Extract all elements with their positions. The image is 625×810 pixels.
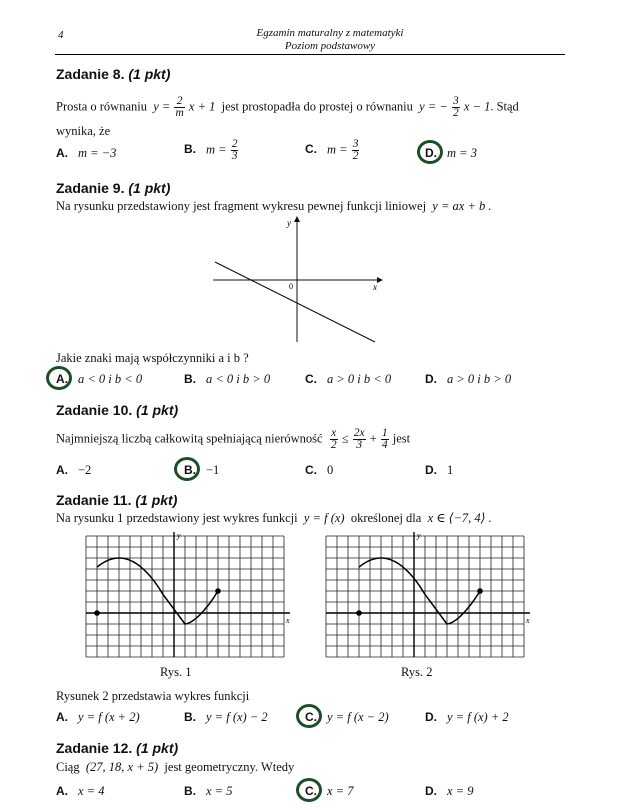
task-12-title: [56, 740, 178, 756]
task-10-relation: ≤: [341, 431, 349, 446]
exam-level: Poziom podstawowy: [284, 40, 376, 52]
task-11-option-a[interactable]: A. y = f (x + 2): [56, 710, 140, 724]
x-axis-label: x: [373, 282, 377, 292]
task-8-text-4: wynika, że: [56, 124, 111, 138]
task-10-title: [56, 402, 178, 418]
answer-mark-circle: [46, 366, 72, 390]
task-8-eq2-rhs: x − 1: [463, 99, 491, 114]
figure-1-graph: [76, 528, 290, 663]
task-9-option-d[interactable]: D. a > 0 i b > 0: [425, 372, 512, 386]
linear-function-line: [215, 262, 375, 342]
answer-mark-circle: [417, 140, 443, 164]
task-12-points: (1 pkt): [136, 740, 179, 756]
y-axis-label: y: [177, 531, 181, 540]
task-8-text-3: . Stąd: [490, 99, 519, 114]
task-9-option-b[interactable]: B. a < 0 i b > 0: [184, 372, 271, 386]
endpoint-right: [477, 588, 483, 594]
figure-2-graph: [316, 528, 530, 663]
task-8-label: Zadanie 8.: [56, 66, 125, 82]
task-8-option-c[interactable]: C. m = $\frac{3}{2}$: [305, 138, 359, 162]
answer-mark-circle: [296, 778, 322, 802]
task-10-plus: +: [369, 431, 377, 446]
endpoint-left: [94, 610, 100, 616]
exam-title: Egzamin maturalny z matematyki: [256, 27, 404, 39]
task-9-text: Na rysunku przedstawiony jest fragment wykresu pewnej funkcji liniowej: [56, 199, 427, 213]
task-8-option-a[interactable]: A. m = −3: [56, 146, 117, 160]
origin-label: 0: [289, 282, 293, 291]
task-10-option-b[interactable]: B. −1: [184, 463, 220, 477]
task-8-option-d[interactable]: D. m = 3: [425, 146, 477, 160]
task-8-option-b[interactable]: B. m = $\frac{2}{3}$: [184, 138, 238, 162]
endpoint-right: [215, 588, 221, 594]
page-number: 4: [58, 29, 64, 41]
x-axis-label: x: [526, 616, 530, 625]
header-rule: [55, 54, 565, 55]
task-11-option-d[interactable]: D. y = f (x) + 2: [425, 710, 509, 724]
task-10-text-1: Najmniejszą liczbą całkowitą spełniającą nierówność: [56, 431, 323, 446]
x-axis-label: x: [286, 616, 290, 625]
task-8-text-2: jest prostopadła do prostej o równaniu: [221, 99, 413, 114]
y-axis-label: y: [417, 531, 421, 540]
task-10-label: Zadanie 10.: [56, 402, 133, 418]
task-11-title: [56, 492, 177, 508]
task-12-text-1: Ciąg: [56, 760, 80, 774]
task-8-eq1-frac: $\frac{2}{m}$: [175, 95, 184, 119]
answer-mark-circle: [296, 704, 322, 728]
task-11-text-1: Na rysunku 1 przedstawiony jest wykres funkcji: [56, 511, 298, 525]
exam-header: [180, 27, 480, 53]
task-12-option-a[interactable]: A. x = 4: [56, 784, 105, 798]
task-9-option-c[interactable]: C. a > 0 i b < 0: [305, 372, 392, 386]
task-12-option-b[interactable]: B. x = 5: [184, 784, 233, 798]
task-8-eq1-lhs: y =: [153, 99, 171, 114]
figure-1-caption: Rys. 1: [160, 665, 192, 679]
task-10-option-d[interactable]: D. 1: [425, 463, 454, 477]
task-9-graph: [205, 212, 390, 347]
task-10-option-c[interactable]: C. 0: [305, 463, 334, 477]
task-9-title: [56, 180, 170, 196]
task-11-text-2: określonej dla: [350, 511, 422, 525]
task-8-statement: [56, 96, 576, 119]
task-11-option-b[interactable]: B. y = f (x) − 2: [184, 710, 268, 724]
task-9-option-a[interactable]: A. a < 0 i b < 0: [56, 372, 143, 386]
y-axis-label: y: [287, 218, 291, 228]
figure-2-caption: Rys. 2: [401, 665, 433, 679]
task-11-domain: x ∈ ⟨−7, 4⟩ .: [427, 511, 492, 525]
task-8-eq1-rhs: x + 1: [188, 99, 216, 114]
task-12-text-2: jest geometryczny. Wtedy: [164, 760, 295, 774]
task-8-eq2-frac: $\frac{3}{2}$: [452, 95, 459, 119]
task-10-points: (1 pkt): [136, 402, 179, 418]
task-9-question: Jakie znaki mają współczynniki a i b ?: [56, 351, 249, 365]
task-11-label: Zadanie 11.: [56, 492, 132, 508]
task-10-option-a[interactable]: A. −2: [56, 463, 92, 477]
task-8-eq2-lhs: y = −: [419, 99, 448, 114]
task-11-statement: [56, 510, 492, 526]
answer-mark-circle: [174, 457, 200, 481]
task-10-text-2: jest: [392, 431, 411, 446]
task-12-option-d[interactable]: D. x = 9: [425, 784, 474, 798]
task-11-points: (1 pkt): [135, 492, 178, 508]
task-10-statement: Najmniejszą liczbą całkowitą spełniającą nierówność $\frac{x}{2}$ ≤ $\frac{2x}{3}$ + $\frac{1}{4}$ jest: [56, 427, 411, 451]
task-9-label: Zadanie 9.: [56, 180, 125, 196]
task-11-formula: y = f (x): [303, 511, 345, 525]
y-axis-arrow: [294, 216, 300, 222]
task-8-title: [56, 66, 170, 82]
endpoint-left: [356, 610, 362, 616]
task-12-option-c[interactable]: C. x = 7: [305, 784, 354, 798]
task-11-option-c[interactable]: C. y = f (x − 2): [305, 710, 389, 724]
task-9-formula: y = ax + b .: [432, 199, 492, 213]
task-8-points: (1 pkt): [128, 66, 171, 82]
task-12-sequence: (27, 18, x + 5): [85, 760, 159, 774]
grid: [86, 536, 284, 657]
task-9-points: (1 pkt): [128, 180, 171, 196]
x-axis-arrow: [377, 277, 383, 283]
task-12-label: Zadanie 12.: [56, 740, 133, 756]
task-12-statement: [56, 759, 294, 775]
task-8-text-1: Prosta o równaniu: [56, 99, 147, 114]
task-11-question: Rysunek 2 przedstawia wykres funkcji: [56, 689, 250, 703]
grid: [326, 536, 524, 657]
